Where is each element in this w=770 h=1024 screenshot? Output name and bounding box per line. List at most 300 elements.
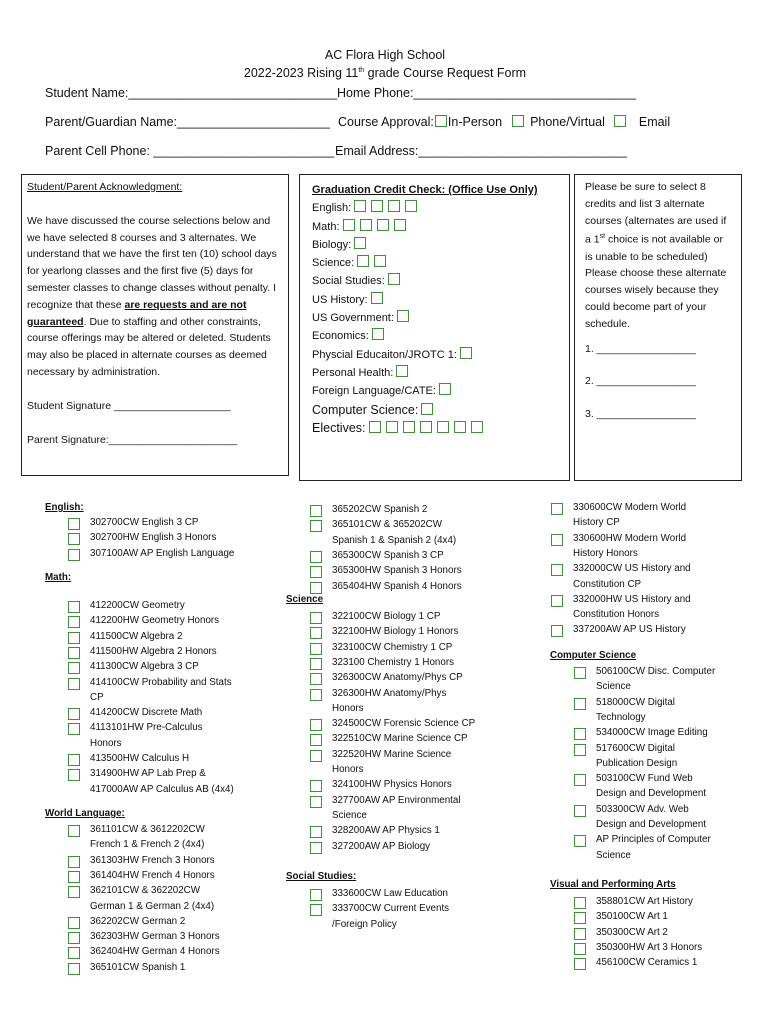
course-checkbox[interactable]	[310, 796, 322, 808]
computer-science-heading: Computer Science	[550, 650, 637, 661]
parent-signature-field[interactable]: Parent Signature:______________________	[27, 433, 238, 446]
grad-row	[312, 254, 557, 272]
course-checkbox[interactable]	[68, 932, 80, 944]
course-label: 322100HW Biology 1 Honors	[332, 626, 459, 638]
course-label: Honors	[90, 737, 122, 749]
course-item	[573, 577, 641, 592]
course-checkbox[interactable]	[68, 678, 80, 690]
course-checkbox[interactable]	[310, 780, 322, 792]
course-item	[573, 515, 620, 530]
course-item	[332, 655, 454, 670]
course-checkbox[interactable]	[310, 673, 322, 685]
course-item	[573, 607, 659, 622]
course-label: 326300CW Anatomy/Phys CP	[332, 672, 463, 684]
course-item	[90, 853, 215, 868]
course-label: /Foreign Policy	[332, 918, 397, 930]
course-label: 411300CW Algebra 3 CP	[90, 661, 199, 673]
world-language-heading: World Language:	[45, 808, 125, 819]
course-item	[332, 548, 444, 563]
course-label: 322100CW Biology 1 CP	[332, 611, 441, 622]
course-label: 328200AW AP Physics 1	[332, 825, 440, 837]
grad-row-label: Science:	[312, 257, 355, 270]
grad-checkbox[interactable]	[354, 237, 366, 249]
course-item	[596, 925, 668, 940]
course-label: 324500CW Forensic Science CP	[332, 718, 476, 730]
grad-row	[312, 291, 557, 309]
course-label: 417000AW AP Calculus AB (4x4)	[90, 783, 234, 795]
student-name-field[interactable]: Student Name:______________________________	[45, 86, 337, 100]
course-label: 365101CW & 365202CW	[332, 519, 443, 531]
course-label: 413500HW Calculus H	[90, 753, 190, 764]
email-label: Email	[638, 115, 671, 129]
course-label: 411500CW Algebra 2	[90, 630, 183, 642]
social-studies-heading: Social Studies:	[286, 871, 357, 882]
course-item	[573, 592, 691, 607]
course-checkbox[interactable]	[574, 728, 586, 740]
grad-checkbox[interactable]	[388, 200, 400, 212]
course-label: Constitution Honors	[573, 609, 660, 621]
course-label: 414100CW Probability and Stats	[90, 676, 232, 688]
grad-row-label: Economics:	[312, 330, 369, 343]
course-checkbox[interactable]	[574, 805, 586, 817]
grad-row	[312, 364, 557, 382]
course-item	[332, 762, 364, 777]
course-checkbox[interactable]	[68, 518, 80, 530]
course-approval-label: Course Approval:	[338, 115, 434, 129]
grad-row	[312, 309, 557, 327]
course-checkbox[interactable]	[574, 698, 586, 710]
course-label: 365300CW Spanish 3 CP	[332, 549, 444, 561]
course-checkbox[interactable]	[310, 582, 322, 594]
course-checkbox[interactable]	[574, 928, 586, 940]
course-item	[90, 613, 219, 628]
grad-row-label: English:	[312, 202, 352, 215]
grad-checkbox[interactable]	[454, 421, 466, 433]
course-item	[332, 823, 440, 838]
course-label: 322520HW Marine Science	[332, 748, 452, 760]
course-label: Spanish 1 & Spanish 2 (4x4)	[332, 534, 457, 546]
grad-row-label: Social Studies:	[312, 275, 385, 288]
course-checkbox[interactable]	[68, 871, 80, 883]
course-item	[573, 531, 686, 546]
course-checkbox[interactable]	[310, 566, 322, 578]
course-checkbox[interactable]	[574, 912, 586, 924]
course-item	[90, 515, 198, 530]
graduation-check-title: Graduation Credit Check: (Office Use Only)	[312, 184, 538, 196]
course-checkbox[interactable]	[310, 689, 322, 701]
course-item	[332, 533, 456, 548]
course-label: 365101CW Spanish 1	[90, 961, 186, 973]
course-label: Honors	[332, 702, 364, 714]
grad-checkbox[interactable]	[460, 347, 472, 359]
course-checkbox[interactable]	[574, 897, 586, 909]
grad-checkbox[interactable]	[360, 219, 372, 231]
course-item	[332, 579, 462, 594]
course-checkbox[interactable]	[68, 754, 80, 766]
course-item	[332, 731, 468, 746]
course-label: History Honors	[573, 547, 638, 559]
graduation-check-rows	[312, 199, 557, 437]
alternates-box	[574, 174, 742, 481]
course-item	[90, 822, 205, 837]
course-label: 518000CW Digital	[596, 696, 675, 708]
course-label: 326300HW Anatomy/Phys	[332, 687, 447, 699]
course-label: 4113101HW Pre-Calculus	[90, 722, 203, 734]
course-item	[596, 679, 631, 694]
course-label: 333600CW Law Education	[332, 888, 449, 899]
course-item	[90, 659, 199, 674]
english-heading: English:	[45, 502, 84, 513]
course-label: Science	[596, 681, 631, 693]
course-label: 350300CW Art 2	[596, 926, 668, 938]
course-item	[596, 786, 706, 801]
course-checkbox[interactable]	[310, 750, 322, 762]
grad-checkbox[interactable]	[377, 219, 389, 231]
course-item	[596, 802, 689, 817]
course-label: 365404HW Spanish 4 Honors	[332, 580, 462, 592]
course-checkbox[interactable]	[551, 595, 563, 607]
grad-row-label: Personal Health:	[312, 366, 394, 379]
course-item	[332, 609, 440, 624]
course-checkbox[interactable]	[310, 612, 322, 624]
course-label: 332000CW US History and	[573, 563, 691, 575]
course-label: 327200AW AP Biology	[332, 840, 431, 852]
course-item	[332, 777, 452, 792]
grad-row-label: US Government:	[312, 312, 394, 325]
grad-row-label: Computer Science:	[312, 402, 419, 417]
email-address-field[interactable]: Email Address:______________________________	[335, 144, 627, 158]
course-label: 456100CW Ceramics 1	[596, 957, 698, 969]
course-item	[90, 690, 104, 705]
science-heading: Science	[286, 594, 324, 605]
course-label: Design and Development	[596, 819, 707, 830]
course-label: 503300CW Adv. Web	[596, 803, 689, 815]
course-item	[332, 670, 463, 685]
course-label: 302700CW English 3 CP	[90, 517, 199, 528]
course-label: 327700AW AP Environmental	[332, 794, 461, 806]
course-label: AP Principles of Computer	[596, 834, 711, 846]
course-label: 362202CW German 2	[90, 915, 186, 927]
grad-checkbox[interactable]	[357, 255, 369, 267]
course-checkbox[interactable]	[68, 723, 80, 735]
course-item	[332, 701, 364, 716]
course-item	[596, 756, 677, 771]
math-heading: Math:	[45, 572, 72, 583]
grad-checkbox[interactable]	[374, 255, 386, 267]
course-item	[332, 917, 397, 932]
school-name: AC Flora High School	[324, 48, 446, 62]
email-checkbox[interactable]	[614, 115, 626, 127]
course-checkbox[interactable]	[68, 947, 80, 959]
course-item	[596, 909, 668, 924]
course-label: 332000HW US History and	[573, 593, 691, 605]
course-checkbox[interactable]	[68, 533, 80, 545]
course-item	[573, 500, 686, 515]
grad-checkbox[interactable]	[372, 328, 384, 340]
grad-checkbox[interactable]	[386, 421, 398, 433]
course-label: 365202CW Spanish 2	[332, 504, 428, 515]
course-checkbox[interactable]	[574, 943, 586, 955]
course-item	[596, 940, 702, 955]
course-item	[90, 530, 216, 545]
course-checkbox[interactable]	[310, 826, 322, 838]
course-checkbox[interactable]	[68, 963, 80, 975]
course-checkbox[interactable]	[574, 774, 586, 786]
grad-checkbox[interactable]	[369, 421, 381, 433]
acknowledgment-text: We have discussed the course selections below and we have selected 8 courses and 3 alternates. We understand that we have the first ten (10) school days for yearlong classes and the first five (5) days for semester classes to change classes without penalty. I recognize that these are requests and are not guaranteed. Due to staffing and other constraints, course offerings may be altered or deleted. Students may also be placed in alternate courses as deemed necessary by administration.	[27, 214, 277, 378]
course-label: 365300HW Spanish 3 Honors	[332, 565, 462, 577]
grad-row	[312, 382, 557, 400]
course-label: Publication Design	[596, 757, 678, 769]
grad-checkbox[interactable]	[471, 421, 483, 433]
course-checkbox[interactable]	[310, 520, 322, 532]
alternate-3-field[interactable]: 3. _________________	[585, 408, 696, 421]
grad-row-label: Biology:	[312, 238, 352, 251]
course-item	[596, 817, 706, 832]
course-item	[332, 808, 367, 823]
course-label: 362303HW German 3 Honors	[90, 931, 220, 943]
grad-row	[312, 419, 557, 437]
course-label: 323100 Chemistry 1 Honors	[332, 656, 454, 668]
course-label: 534000CW Image Editing	[596, 727, 708, 739]
course-label: 302700HW English 3 Honors	[90, 532, 217, 544]
grad-row-label: Math:	[312, 220, 340, 233]
course-label: 362404HW German 4 Honors	[90, 946, 220, 958]
grad-row	[312, 401, 557, 419]
course-item	[332, 747, 451, 762]
course-label: 307100AW AP English Language	[90, 547, 235, 559]
course-label: 322510CW Marine Science CP	[332, 733, 468, 745]
course-checkbox[interactable]	[310, 889, 322, 901]
course-checkbox[interactable]	[68, 886, 80, 898]
course-label: 333700CW Current Events	[332, 903, 450, 915]
course-item	[596, 664, 715, 679]
course-label: 358801CW Art History	[596, 896, 693, 907]
course-label: 506100CW Disc. Computer	[596, 666, 716, 677]
alternate-2-field[interactable]: 2. _________________	[585, 375, 696, 388]
grad-row	[312, 218, 557, 236]
course-checkbox[interactable]	[310, 643, 322, 655]
acknowledgment-title: Student/Parent Acknowledgment:	[27, 181, 183, 193]
course-checkbox[interactable]	[574, 835, 586, 847]
course-label: 314900HW AP Lab Prep &	[90, 768, 206, 780]
course-item	[332, 793, 461, 808]
course-checkbox[interactable]	[68, 601, 80, 613]
course-item	[596, 771, 693, 786]
course-checkbox[interactable]	[310, 904, 322, 916]
grad-row-label: US History:	[312, 293, 368, 306]
course-item	[90, 944, 220, 959]
grad-checkbox[interactable]	[354, 200, 366, 212]
grad-checkbox[interactable]	[343, 219, 355, 231]
course-item	[332, 716, 475, 731]
course-label: 412200HW Geometry Honors	[90, 615, 220, 627]
parent-cell-field[interactable]: Parent Cell Phone: __________________________	[45, 144, 335, 158]
course-label: German 1 & German 2 (4x4)	[90, 900, 215, 912]
course-item	[90, 675, 232, 690]
course-item	[332, 901, 449, 916]
course-item	[332, 502, 427, 517]
course-item	[332, 886, 448, 901]
course-item	[332, 517, 442, 532]
grad-row	[312, 327, 557, 345]
course-item	[596, 832, 711, 847]
course-checkbox[interactable]	[68, 917, 80, 929]
course-item	[596, 695, 675, 710]
grad-checkbox[interactable]	[396, 365, 408, 377]
grad-row	[312, 199, 557, 217]
course-label: French 1 & French 2 (4x4)	[90, 839, 205, 851]
grad-checkbox[interactable]	[371, 200, 383, 212]
course-checkbox[interactable]	[310, 627, 322, 639]
grad-row-label: Electives:	[312, 420, 366, 435]
alternate-1-field[interactable]: 1. _________________	[585, 342, 696, 355]
grad-row	[312, 346, 557, 364]
course-item	[332, 563, 462, 578]
grad-checkbox[interactable]	[394, 219, 406, 231]
course-item	[90, 629, 182, 644]
course-item	[332, 686, 446, 701]
course-checkbox[interactable]	[68, 769, 80, 781]
alternates-instructions: Please be sure to select 8 credits and list 3 alternate courses (alternates are used if a 1st choice is not available or is unable to be scheduled) Please choose these alternate courses wisely because they could become part of your schedule.	[585, 181, 727, 330]
course-item	[90, 705, 202, 720]
grad-checkbox[interactable]	[388, 273, 400, 285]
course-label: Honors	[332, 764, 364, 775]
course-checkbox[interactable]	[68, 856, 80, 868]
course-checkbox[interactable]	[310, 719, 322, 731]
course-item	[90, 598, 185, 613]
course-label: 350300HW Art 3 Honors	[596, 941, 703, 953]
course-item	[573, 546, 638, 561]
course-item	[90, 929, 220, 944]
course-label: Design and Development	[596, 788, 707, 800]
course-checkbox[interactable]	[310, 551, 322, 563]
course-item	[90, 766, 206, 781]
course-checkbox[interactable]	[68, 549, 80, 561]
course-label: 350100CW Art 1	[596, 911, 668, 923]
course-label: CP	[90, 691, 104, 703]
course-item	[90, 899, 214, 914]
course-checkbox[interactable]	[68, 647, 80, 659]
home-phone-field[interactable]: Home Phone:________________________________	[337, 86, 636, 100]
arts-heading: Visual and Performing Arts	[550, 879, 676, 890]
course-label: Science	[596, 849, 631, 861]
course-label: 330600HW Modern World	[573, 532, 687, 544]
course-checkbox[interactable]	[551, 503, 563, 515]
grad-checkbox[interactable]	[405, 200, 417, 212]
course-item	[90, 883, 200, 898]
graduation-check-box	[299, 174, 570, 481]
course-item	[90, 868, 215, 883]
grad-row-label: Physcial Educaiton/JROTC 1:	[312, 348, 457, 361]
student-signature-field[interactable]: Student Signature ____________________	[27, 399, 231, 412]
course-label: 411500HW Algebra 2 Honors	[90, 645, 217, 657]
grad-row	[312, 272, 557, 290]
course-checkbox[interactable]	[574, 667, 586, 679]
course-checkbox[interactable]	[574, 958, 586, 970]
course-label: History CP	[573, 517, 620, 529]
course-checkbox[interactable]	[310, 734, 322, 746]
course-checkbox[interactable]	[68, 708, 80, 720]
course-item	[90, 751, 189, 766]
grad-checkbox[interactable]	[403, 421, 415, 433]
course-item	[596, 848, 631, 863]
course-label: Technology	[596, 711, 646, 723]
course-label: 324100HW Physics Honors	[332, 779, 452, 791]
course-label: Constitution CP	[573, 578, 642, 590]
course-label: 361404HW French 4 Honors	[90, 869, 215, 881]
course-checkbox[interactable]	[551, 534, 563, 546]
in-person-label: In-Person	[447, 115, 503, 129]
course-item	[332, 640, 452, 655]
course-item	[332, 839, 430, 854]
parent-name-field[interactable]: Parent/Guardian Name:______________________	[45, 115, 330, 129]
grad-checkbox[interactable]	[371, 292, 383, 304]
course-item	[596, 725, 708, 740]
course-item	[573, 561, 691, 576]
course-checkbox[interactable]	[310, 505, 322, 517]
course-checkbox[interactable]	[310, 842, 322, 854]
course-label: Science	[332, 809, 367, 821]
acknowledgment-box	[21, 174, 289, 476]
course-label: 361303HW French 3 Honors	[90, 854, 215, 866]
course-label: 330600CW Modern World	[573, 502, 687, 513]
course-label: 414200CW Discrete Math	[90, 707, 203, 719]
course-label: 337200AW AP US History	[573, 624, 686, 636]
grad-checkbox[interactable]	[420, 421, 432, 433]
grad-row-label: Foreign Language/CATE:	[312, 385, 436, 398]
course-item	[596, 710, 646, 725]
course-item	[90, 720, 203, 735]
grad-checkbox[interactable]	[397, 310, 409, 322]
grad-checkbox[interactable]	[421, 403, 433, 415]
grad-row	[312, 236, 557, 254]
course-label: 503100CW Fund Web	[596, 773, 693, 785]
course-label: 517600CW Digital	[596, 742, 675, 754]
course-checkbox[interactable]	[574, 744, 586, 756]
course-label: 412200CW Geometry	[90, 600, 185, 611]
phone-virtual-checkbox[interactable]	[512, 115, 524, 127]
in-person-checkbox[interactable]	[435, 115, 447, 127]
course-checkbox[interactable]	[551, 564, 563, 576]
grad-checkbox[interactable]	[437, 421, 449, 433]
course-item	[596, 741, 675, 756]
course-item	[90, 914, 185, 929]
course-checkbox[interactable]	[68, 825, 80, 837]
course-checkbox[interactable]	[68, 632, 80, 644]
course-item	[90, 837, 204, 852]
course-checkbox[interactable]	[68, 662, 80, 674]
course-item	[90, 782, 234, 797]
phone-virtual-label: Phone/Virtual	[530, 115, 605, 129]
course-label: 361101CW & 3612202CW	[90, 824, 205, 835]
course-item	[573, 622, 686, 637]
grad-checkbox[interactable]	[439, 383, 451, 395]
course-checkbox[interactable]	[68, 616, 80, 628]
course-approval	[338, 115, 670, 129]
course-item	[90, 546, 234, 561]
course-item	[90, 644, 217, 659]
course-item	[90, 736, 122, 751]
course-checkbox[interactable]	[310, 658, 322, 670]
form-title: 2022-2023 Rising 11th grade Course Request Form	[243, 66, 527, 80]
course-item	[596, 894, 693, 909]
course-item	[332, 624, 458, 639]
course-item	[90, 960, 185, 975]
course-label: 323100CW Chemistry 1 CP	[332, 641, 453, 653]
course-checkbox[interactable]	[551, 625, 563, 637]
course-item	[596, 955, 697, 970]
